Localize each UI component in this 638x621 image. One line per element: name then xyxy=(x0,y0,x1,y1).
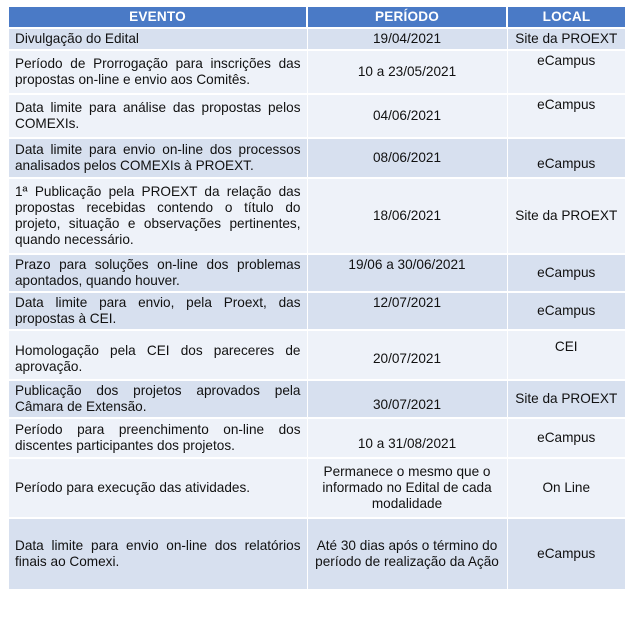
local-cell: eCampus xyxy=(507,418,625,458)
table-row xyxy=(9,518,625,590)
periodo-cell: 19/04/2021 xyxy=(307,28,507,50)
local-cell: eCampus xyxy=(507,50,625,94)
periodo-cell: 18/06/2021 xyxy=(307,178,507,254)
local-cell: eCampus xyxy=(507,254,625,292)
table-row xyxy=(9,138,625,178)
table-row xyxy=(9,28,625,50)
schedule-table xyxy=(9,7,625,591)
local-cell: eCampus xyxy=(507,138,625,178)
periodo-cell: Até 30 dias após o término do período de realização da Ação xyxy=(307,518,507,590)
local-cell: eCampus xyxy=(507,94,625,138)
local-cell: Site da PROEXT xyxy=(507,380,625,418)
table-row xyxy=(9,418,625,458)
header-evento: EVENTO xyxy=(9,7,307,28)
table-row xyxy=(9,292,625,330)
local-cell: On Line xyxy=(507,458,625,518)
evento-cell: Data limite para análise das propostas pelos COMEXIs. xyxy=(9,94,307,138)
evento-cell: 1ª Publicação pela PROEXT da relação das propostas recebidas contendo o título do projeto, situação e observações pertinentes, quando necessário. xyxy=(9,178,307,254)
table-row xyxy=(9,178,625,254)
periodo-cell: 04/06/2021 xyxy=(307,94,507,138)
evento-cell: Período para preenchimento on-line dos discentes participantes dos projetos. xyxy=(9,418,307,458)
table-row xyxy=(9,458,625,518)
local-cell: eCampus xyxy=(507,292,625,330)
table-row xyxy=(9,94,625,138)
periodo-cell: 20/07/2021 xyxy=(307,330,507,380)
evento-cell: Prazo para soluções on-line dos problemas apontados, quando houver. xyxy=(9,254,307,292)
periodo-cell: 12/07/2021 xyxy=(307,292,507,330)
header-local: LOCAL xyxy=(507,7,625,28)
evento-cell: Período de Prorrogação para inscrições das propostas on-line e envio aos Comitês. xyxy=(9,50,307,94)
table-row xyxy=(9,254,625,292)
table-row xyxy=(9,330,625,380)
periodo-cell: 10 a 31/08/2021 xyxy=(307,418,507,458)
local-cell: Site da PROEXT xyxy=(507,178,625,254)
evento-cell: Data limite para envio on-line dos relatórios finais ao Comexi. xyxy=(9,518,307,590)
evento-cell: Publicação dos projetos aprovados pela Câmara de Extensão. xyxy=(9,380,307,418)
header-periodo: PERÍODO xyxy=(307,7,507,28)
local-cell: Site da PROEXT xyxy=(507,28,625,50)
evento-cell: Período para execução das atividades. xyxy=(9,458,307,518)
local-cell: eCampus xyxy=(507,518,625,590)
evento-cell: Divulgação do Edital xyxy=(9,28,307,50)
evento-cell: Data limite para envio on-line dos processos analisados pelos COMEXIs à PROEXT. xyxy=(9,138,307,178)
table-row xyxy=(9,50,625,94)
table-row xyxy=(9,380,625,418)
header-row xyxy=(9,7,625,28)
periodo-cell: Permanece o mesmo que o informado no Edital de cada modalidade xyxy=(307,458,507,518)
periodo-cell: 10 a 23/05/2021 xyxy=(307,50,507,94)
periodo-cell: 19/06 a 30/06/2021 xyxy=(307,254,507,292)
evento-cell: Data limite para envio, pela Proext, das propostas à CEI. xyxy=(9,292,307,330)
periodo-cell: 30/07/2021 xyxy=(307,380,507,418)
periodo-cell: 08/06/2021 xyxy=(307,138,507,178)
evento-cell: Homologação pela CEI dos pareceres de aprovação. xyxy=(9,330,307,380)
schedule-container xyxy=(9,7,625,591)
local-cell: CEI xyxy=(507,330,625,380)
